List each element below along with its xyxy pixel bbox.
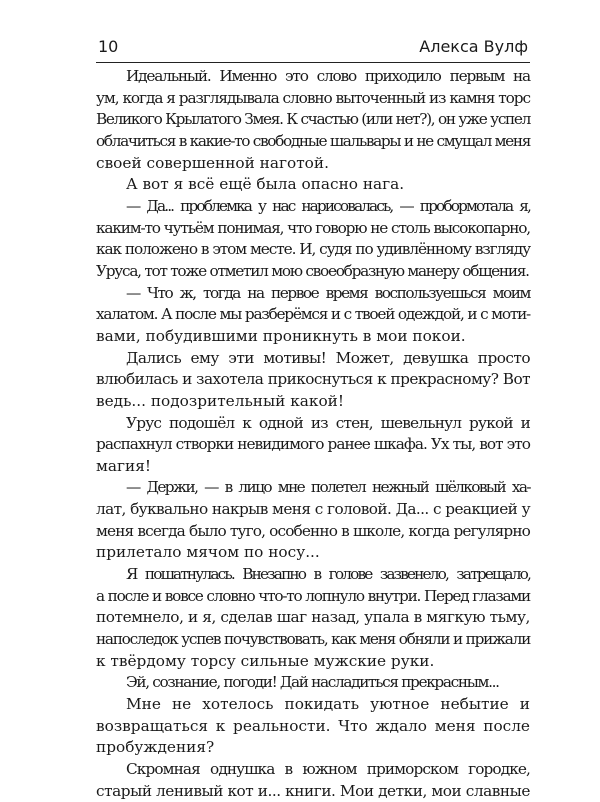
text-line: своей совершенной наготой. [96, 153, 329, 172]
page-number: 10 [98, 37, 119, 56]
text-line: ум, когда я разглядывала словно выточенный из камня торс [96, 88, 530, 107]
text-line: — Держи, — в лицо мне полетел нежный шёлковый ха- [126, 478, 530, 497]
text-line: напоследок успев почувствовать, как меня обняли и прижали [96, 630, 530, 649]
page-header [96, 36, 528, 62]
text-line: магия! [96, 456, 152, 475]
text-line: старый ленивый кот и... книги. Мои детки, мои славные [96, 781, 530, 800]
text-line: к твёрдому торсу сильные мужские руки. [96, 651, 435, 670]
text-line: — Что ж, тогда на первое время воспользуешься моим [126, 283, 530, 302]
text-line: Великого Крылатого Змея. К счастью (или нет?), он уже успел [96, 110, 530, 129]
text-line: А вот я всё ещё была опасно нага. [126, 175, 405, 194]
text-line: распахнул створки невидимого ранее шкафа. Ух ты, вот это [96, 435, 530, 454]
text-line: меня всегда было туго, особенно в школе, когда регулярно [96, 521, 530, 540]
text-line: влюбилась и захотела прикоснуться к прекрасному? Вот [96, 370, 530, 389]
text-line: Я пошатнулась. Внезапно в голове зазвенело, затрещало, [126, 565, 530, 584]
running-head-author: Алекса Вулф [419, 37, 528, 56]
text-line: Скромная однушка в южном приморском городке, [126, 760, 530, 778]
text-line: а после и вовсе словно что-то лопнуло внутри. Перед глазами [96, 586, 530, 605]
text-line: прилетало мячом по носу... [96, 543, 320, 562]
text-line: лат, буквально накрыв меня с головой. Да... с реакцией у [96, 500, 530, 519]
text-line: Эй, сознание, погоди! Дай насладиться прекрасным... [126, 673, 499, 692]
header-rule [96, 62, 530, 63]
text-line: Мне не хотелось покидать уютное небытие и [126, 695, 530, 714]
text-line: возвращаться к реальности. Что ждало меня после [96, 716, 530, 735]
text-line: потемнело, и я, сделав шаг назад, упала в мягкую тьму, [96, 608, 530, 627]
text-line: Дались ему эти мотивы! Может, девушка просто [126, 348, 530, 367]
text-line: Уруса, тот тоже отметил мою своеобразную манеру общения. [96, 261, 529, 280]
text-line: каким-то чутьём понимая, что говорю не столь высокопарно, [96, 218, 530, 237]
text-line: — Да... проблемка у нас нарисовалась, — пробормотала я, [126, 196, 530, 215]
text-line: халатом. А после мы разберёмся и с твоей одеждой, и с моти- [96, 305, 530, 324]
body-text [96, 66, 530, 802]
text-line: ведь... подозрительный какой! [96, 391, 345, 410]
text-line: Урус подошёл к одной из стен, шевельнул рукой и [126, 413, 530, 432]
text-line: облачиться в какие-то свободные шальвары и не смущал меня [96, 131, 530, 150]
text-line: как положено в этом месте. И, судя по удивлённому взгляду [96, 240, 530, 259]
text-line: пробуждения? [96, 738, 215, 757]
text-line: Идеальный. Именно это слово приходило первым на [126, 67, 530, 85]
text-line: вами, побудившими проникнуть в мои покои. [96, 326, 466, 345]
